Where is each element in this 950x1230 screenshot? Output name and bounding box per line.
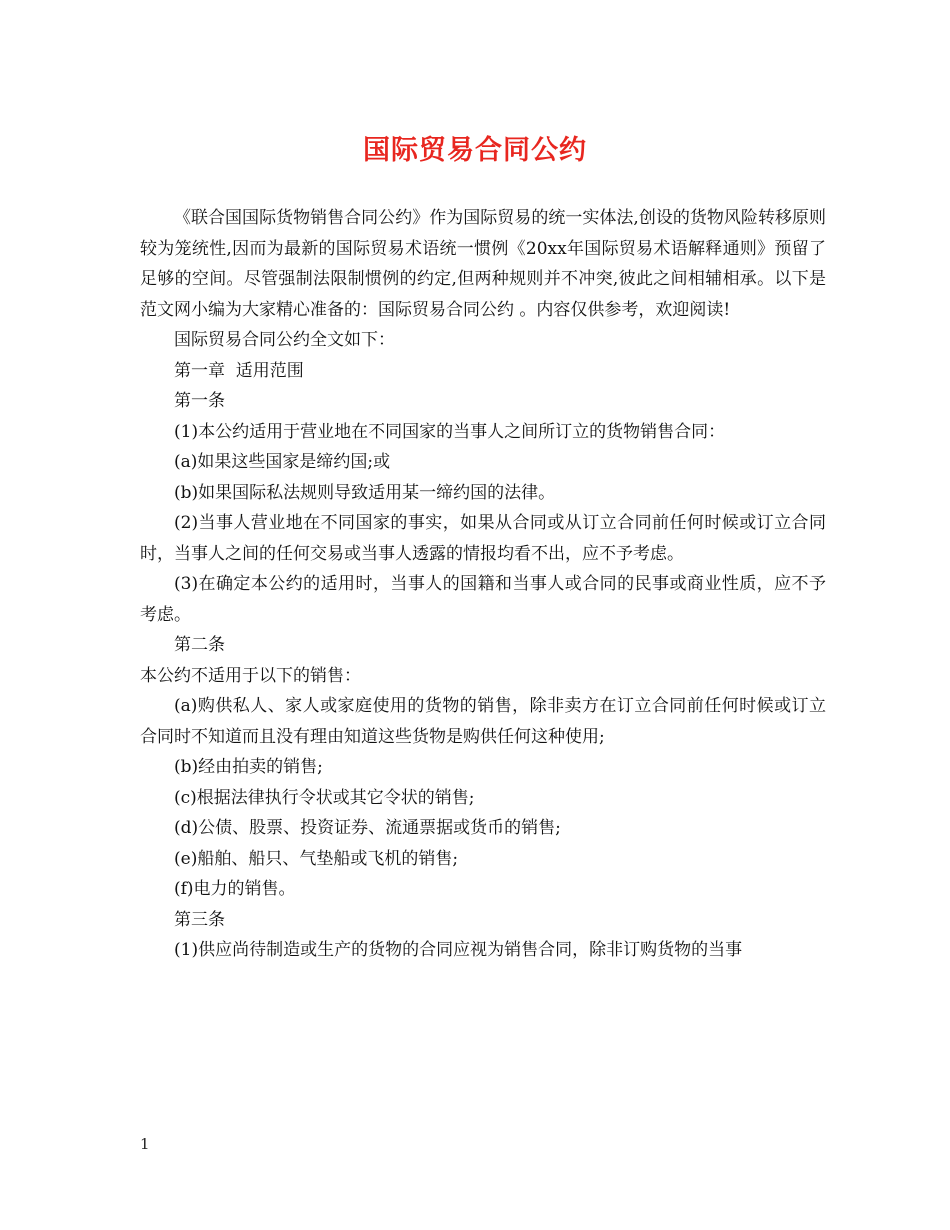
paragraph: (d)公债、股票、投资证券、流通票据或货币的销售; [174,818,561,838]
paragraph: (1)供应尚待制造或生产的货物的合同应视为销售合同，除非订购货物的当事 [174,940,743,960]
paragraph: (b)经由拍卖的销售; [174,757,323,777]
paragraph: (f)电力的销售。 [174,879,296,899]
paragraph: (1)本公约适用于营业地在不同国家的当事人之间所订立的货物销售合同： [174,421,726,442]
article-heading: 第三条 [174,909,225,930]
paragraph: (3)在确定本公约的适用时，当事人的国籍和当事人或合同的民事或商业性质，应不予考虑。 [140,574,826,625]
paragraph: (2)当事人营业地在不同国家的事实，如果从合同或从订立合同前任何时候或订立合同时，当事人之间的任何交易或当事人透露的情报均看不出，应不予考虑。 [140,513,826,564]
paragraph: 本公约不适用于以下的销售： [140,665,361,686]
paragraph: (c)根据法律执行令状或其它令状的销售; [174,787,475,808]
paragraph: (e)船舶、船只、气垫船或飞机的销售; [174,848,459,869]
article-heading: 第一条 [174,391,225,411]
chapter-heading: 第一章 适用范围 [174,360,304,381]
paragraph: (a)如果这些国家是缔约国;或 [174,452,391,472]
paragraph-fulltext-heading: 国际贸易合同公约全文如下： [174,330,395,350]
article-heading: 第二条 [174,635,225,655]
page-number: 1 [140,1135,150,1153]
page-title: 国际贸易合同公约 [363,135,587,166]
document-body [140,203,826,966]
paragraph: (a)购供私人、家人或家庭使用的货物的销售，除非卖方在订立合同前任何时候或订立合同时不知道而且没有理由知道这些货物是购供任何这种使用; [140,696,826,747]
paragraph-intro: 《联合国国际货物销售合同公约》作为国际贸易的统一实体法,创设的货物风险转移原则较为笼统性,因而为最新的国际贸易术语统一惯例《20xx年国际贸易术语解释通则》预留了足够的空间。尽管强制法限制惯例的约定,但两种规则并不冲突,彼此之间相辅相承。以下是范文网小编为大家精心准备的：国际贸易合同公约 。内容仅供参考，欢迎阅读! [140,208,826,320]
paragraph: (b)如果国际私法规则导致适用某一缔约国的法律。 [174,482,556,503]
